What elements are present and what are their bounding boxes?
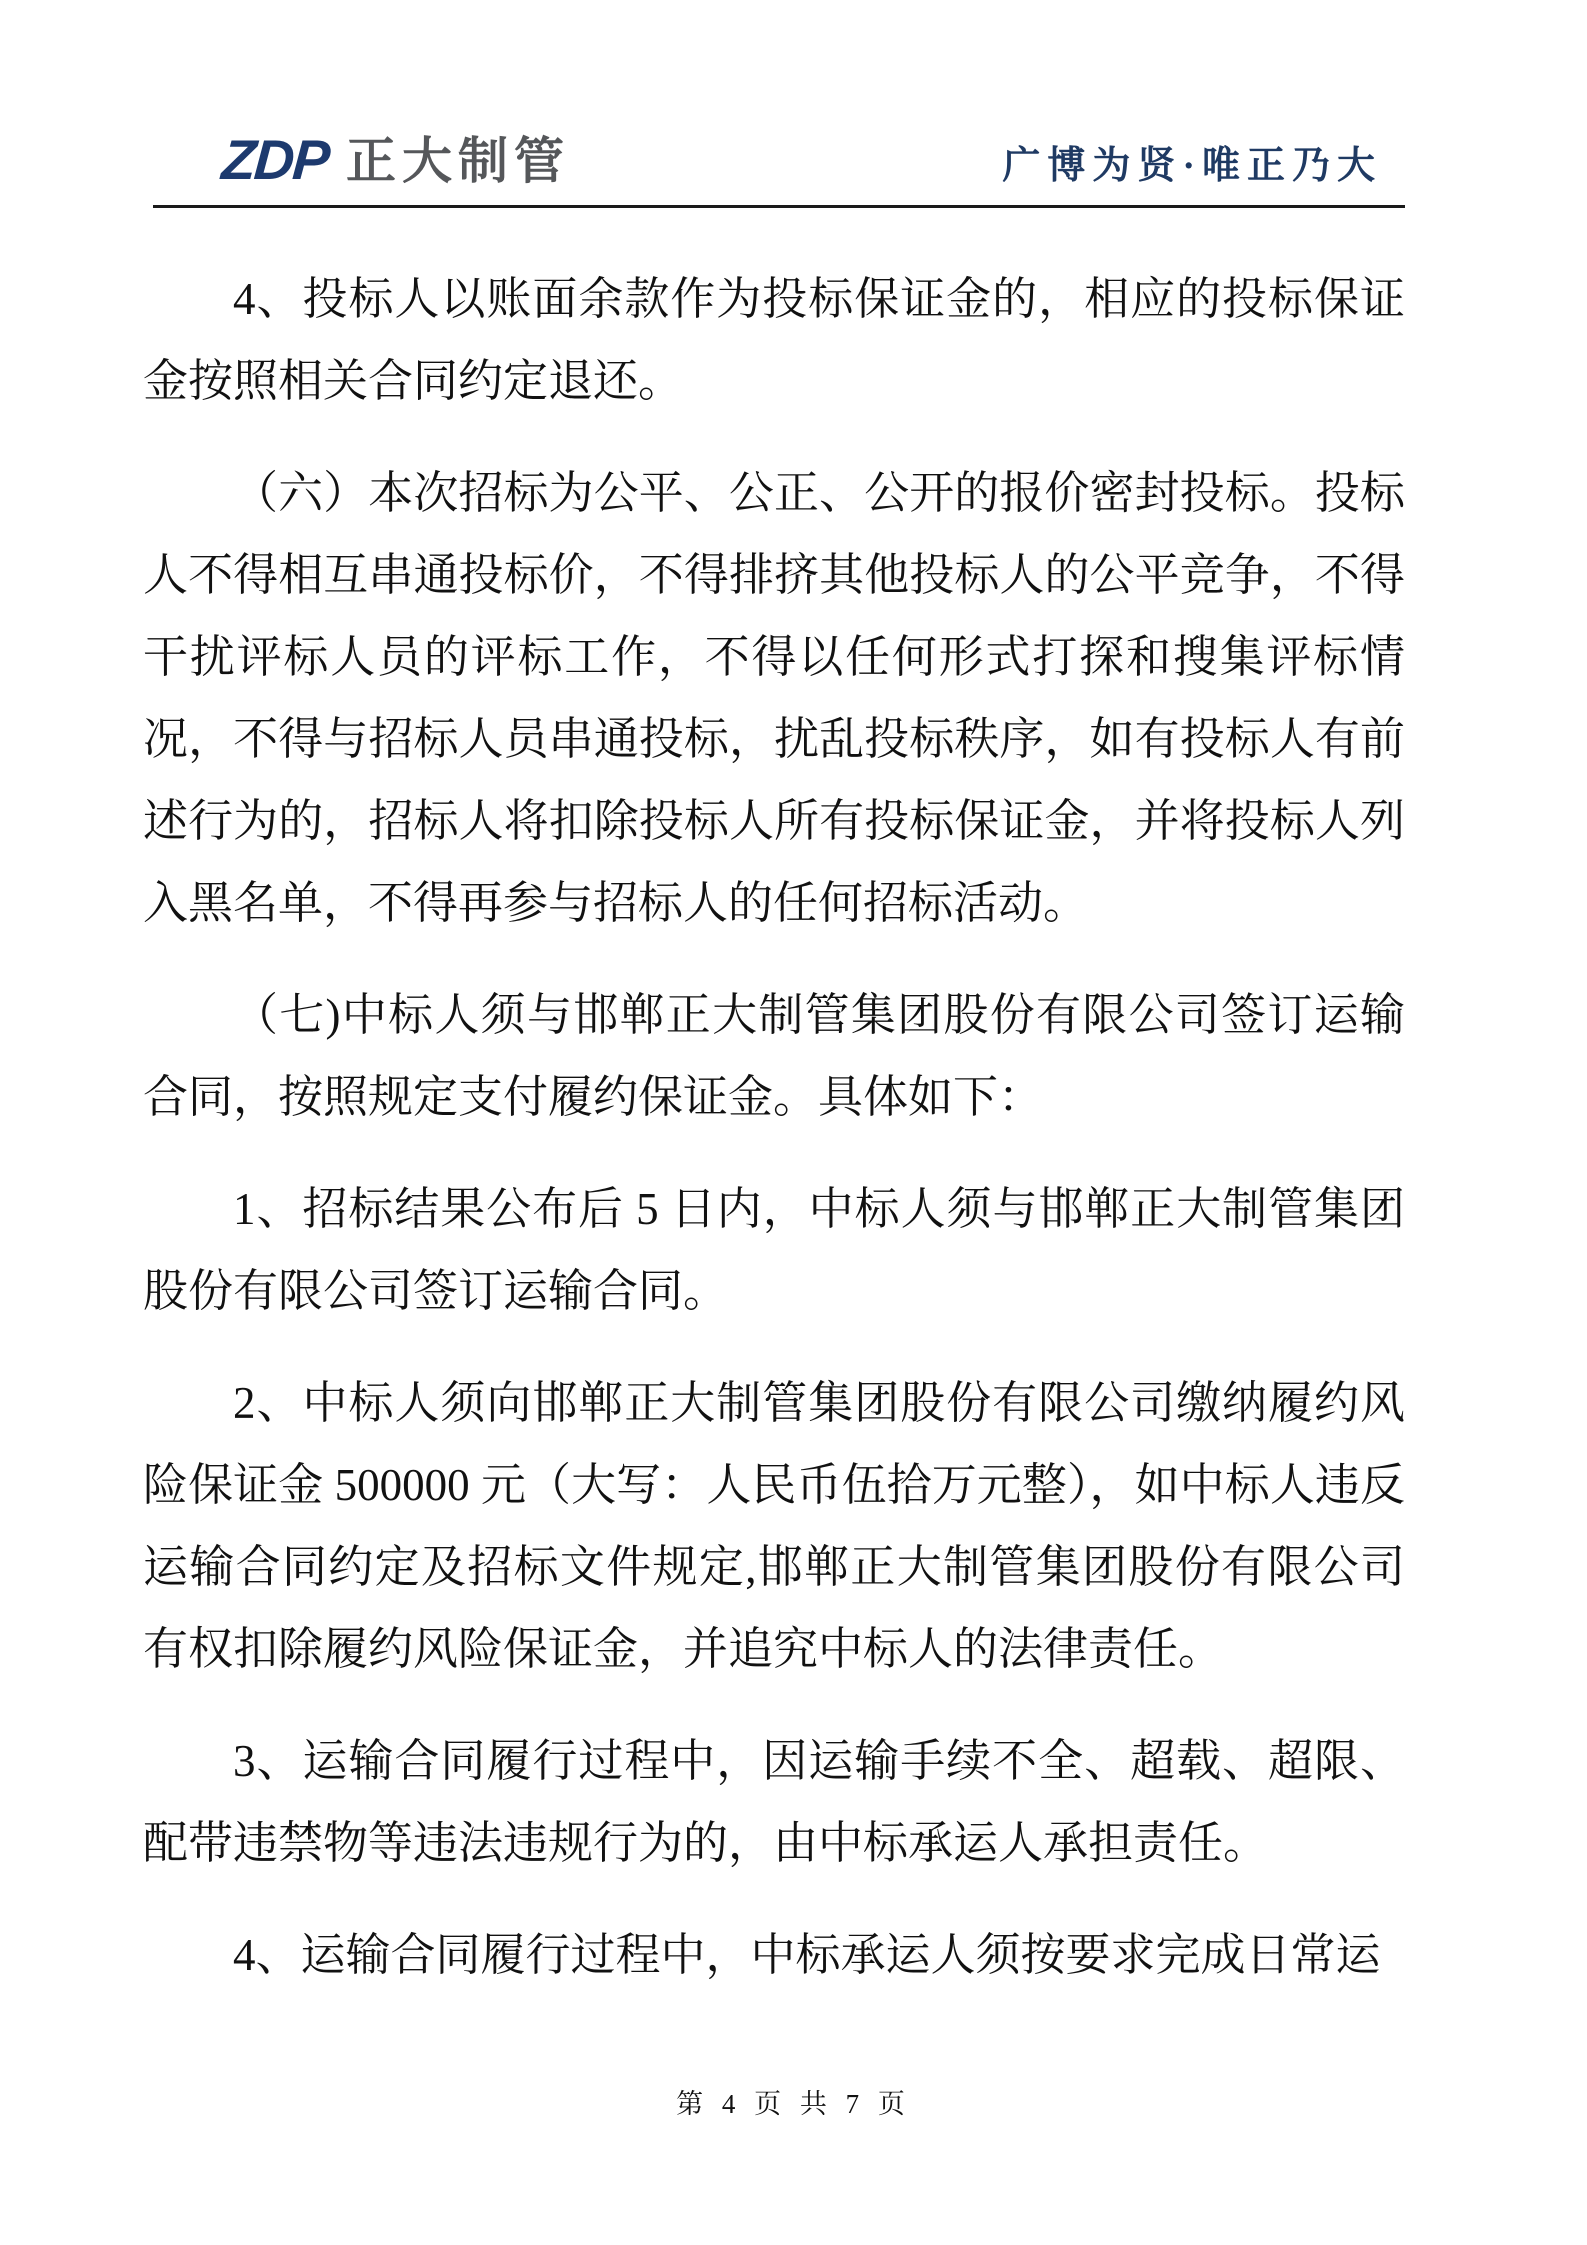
header-divider	[153, 205, 1405, 208]
body-paragraph-item-3: 3、运输合同履行过程中，因运输手续不全、超载、超限、配带违禁物等违法违规行为的，由中标承运人承担责任。	[143, 1736, 1405, 1868]
company-name-text: 正大制管	[346, 133, 570, 189]
body-paragraph-clause-six: （六）本次招标为公平、公正、公开的报价密封投标。投标人不得相互串通投标价，不得排挤其他投标人的公平竞争，不得干扰评标人员的评标工作，不得以任何形式打探和搜集评标情况，不得与招标人员串通投标，扰乱投标秩序，如有投标人有前述行为的，招标人将扣除投标人所有投标保证金，并将投标人列入黑名单，不得再参与招标人的任何招标活动。	[143, 468, 1405, 928]
body-paragraph-clause-seven: （七)中标人须与邯郸正大制管集团股份有限公司签订运输合同，按照规定支付履约保证金。具体如下：	[143, 990, 1405, 1122]
page-footer	[0, 2082, 1587, 2121]
page-number: 第 4 页 共 7 页	[676, 2089, 911, 2119]
zdp-logo-mark: ZDP	[219, 128, 331, 191]
company-slogan: 广博为贤·唯正乃大	[1002, 145, 1382, 187]
body-paragraph-item-1: 1、招标结果公布后 5 日内，中标人须与邯郸正大制管集团股份有限公司签订运输合同。	[143, 1184, 1405, 1316]
body-paragraph-item-4: 4、运输合同履行过程中，中标承运人须按要求完成日常运	[233, 1930, 1381, 1980]
body-paragraph-deposit-refund: 4、投标人以账面余款作为投标保证金的，相应的投标保证金按照相关合同约定退还。	[143, 274, 1405, 406]
body-paragraph-item-2: 2、中标人须向邯郸正大制管集团股份有限公司缴纳履约风险保证金 500000 元（大写：人民币伍拾万元整），如中标人违反运输合同约定及招标文件规定,邯郸正大制管集团股份有限公司有权扣除履约风险保证金，并追究中标人的法律责任。	[143, 1378, 1405, 1674]
company-logo	[219, 128, 570, 191]
document-body	[143, 258, 1405, 1996]
